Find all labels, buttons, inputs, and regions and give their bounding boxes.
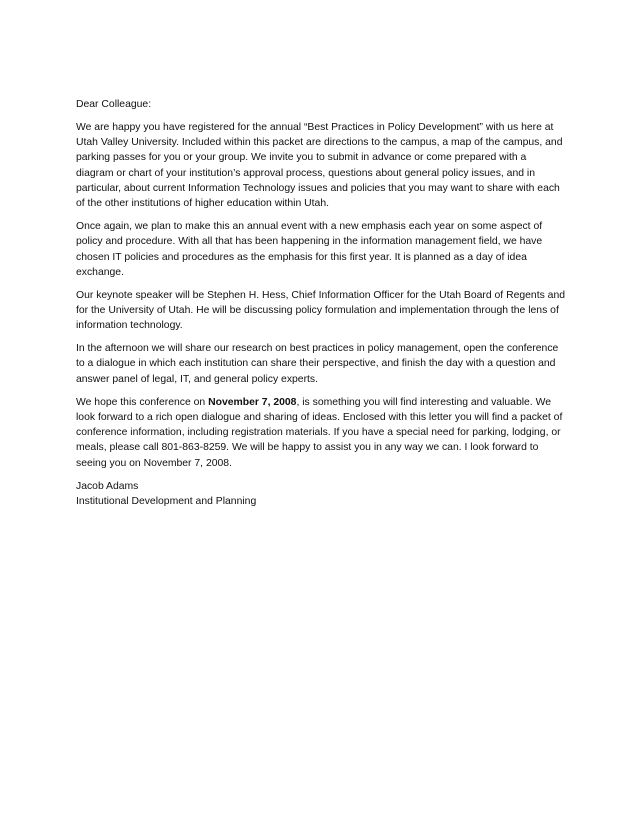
paragraph-afternoon: In the afternoon we will share our research on best practices in policy management, open the conference to a dialogue in which each institution can share their perspective, and finish the day with a question and answer panel of legal, IT, and general policy experts. <box>76 343 559 385</box>
conference-date: November 7, 2008 <box>208 396 297 408</box>
letter-body <box>76 97 566 509</box>
closing-text-after: , is something you will find interesting and valuable. We look forward to a rich open dialogue and sharing of ideas. Enclosed with this letter you will find a packet of conference information, including registration materials. If you have a special need for parking, lodging, or meals, please call 801-863-8259. We will be happy to assist you in any way we can. I look forward to seeing you on November 7, 2008. <box>76 396 563 469</box>
signer-title: Institutional Development and Planning <box>76 495 257 507</box>
signature-block <box>76 479 566 510</box>
paragraph-keynote: Our keynote speaker will be Stephen H. Hess, Chief Information Officer for the Utah Board of Regents and for the University of Utah. He will be discussing policy formulation and implementation through the lens of information technology. <box>76 289 565 332</box>
paragraph-annual-event: Once again, we plan to make this an annual event with a new emphasis each year on some aspect of policy and procedure. With all that has been happening in the information management field, we have chosen IT policies and procedures as the emphasis for this first year. It is planned as a day of idea exchange. <box>76 221 543 278</box>
signer-name: Jacob Adams <box>76 480 139 492</box>
paragraph-registration: We are happy you have registered for the annual “Best Practices in Policy Development” with us here at Utah Valley University. Included within this packet are directions to the campus, a map of the campus, and parking passes for you or your group. We invite you to submit in advance or come prepared with a diagram or chart of your institution’s approval process, questions about general policy issues, and in particular, about current Information Technology issues and policies that you may want to share with each of the other institutions of higher education within Utah. <box>76 121 563 210</box>
paragraph-closing <box>76 395 566 471</box>
closing-text-before: We hope this conference on <box>76 396 209 408</box>
salutation: Dear Colleague: <box>76 99 152 110</box>
